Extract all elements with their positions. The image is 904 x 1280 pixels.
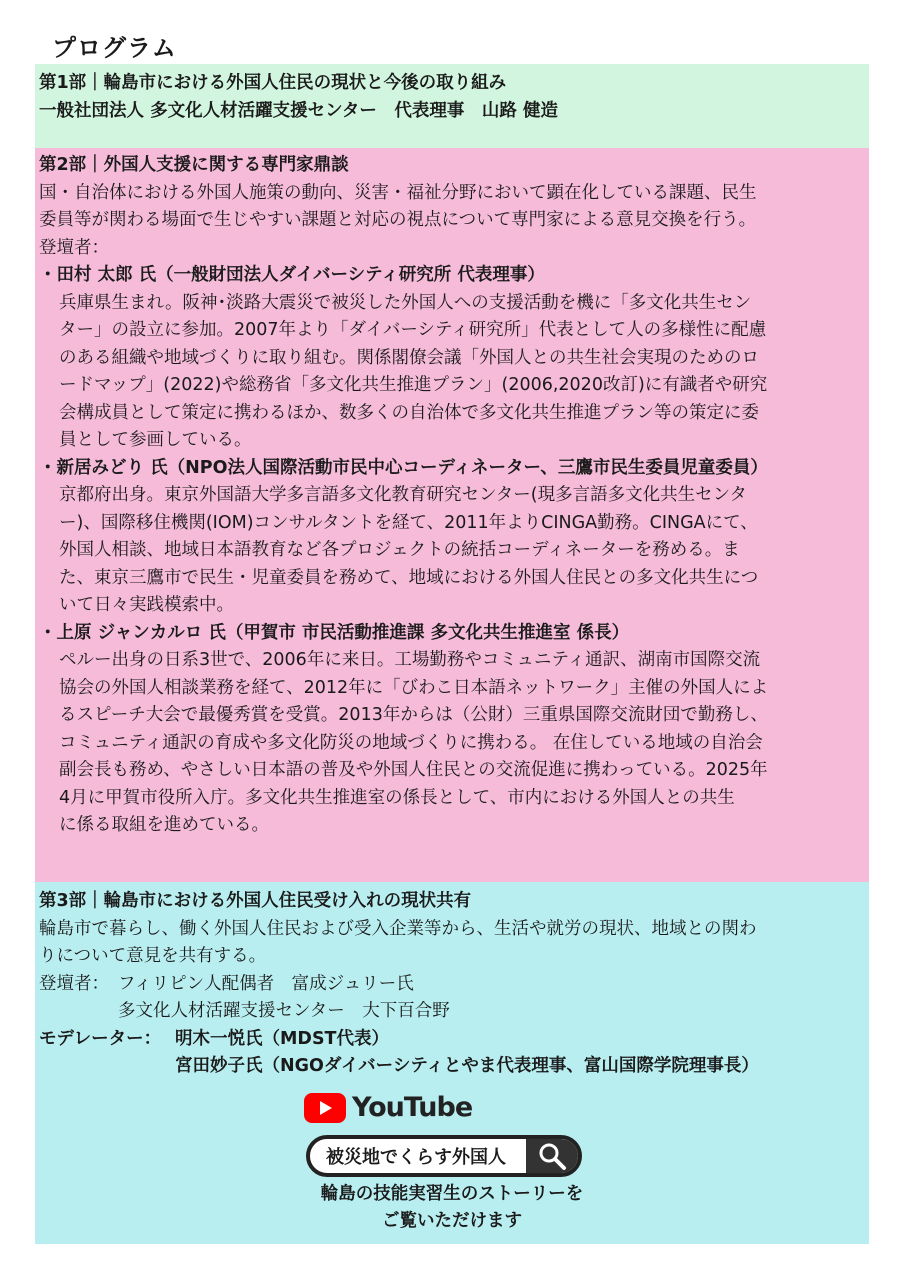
part3-heading: 第3部｜輪島市における外国人住民受け入れの現状共有 — [39, 891, 472, 911]
youtube-logo[interactable] — [304, 1092, 472, 1123]
part3-panel-label: 登壇者： — [39, 973, 109, 994]
panelist-bio-line: た、東京三鷹市で民生・児童委員を務めて、地域における外国人住民との多文化共生につ — [59, 567, 759, 588]
panelist-bio-line: 副会長も務め、やさしい日本語の普及や外国人住民との交流促進に携わっている。2025年 — [59, 760, 768, 780]
part2-section — [35, 148, 869, 882]
panelist-bio-line: 兵庫県生まれ。阪神･淡路大震災で被災した外国人への支援活動を機に「多文化共生セン — [59, 292, 752, 313]
panelist-bio-line: 4月に甲賀市役所入庁。多文化共生推進室の係長として、市内における外国人との共生 — [59, 787, 735, 808]
part2-desc-line: 委員等が関わる場面で生じやすい課題と対応の視点について専門家による意見交換を行う。 — [39, 210, 757, 230]
youtube-caption-line: ご覧いただけます — [382, 1211, 522, 1231]
part3-moderator-label: モデレーター： — [39, 1028, 162, 1049]
panelist-bio-line: 会構成員として策定に携わるほか、数多くの自治体で多文化共生推進プラン等の策定に委 — [59, 402, 759, 423]
panelist-bio-line: ードマップ」(2022)や総務省「多文化共生推進プラン」(2006,2020改訂)に有識者や研究 — [59, 375, 768, 395]
part3-moderator-row — [39, 1026, 865, 1054]
panelist-bio-line: 員として参画している。 — [59, 430, 252, 450]
part3-desc-line: 輪島市で暮らし、働く外国人住民および受入企業等から、生活や就労の現状、地域との関わ — [39, 918, 757, 939]
part1-section — [35, 64, 869, 148]
youtube-play-icon — [304, 1093, 346, 1123]
youtube-caption-line: 輪島の技能実習生のストーリーを — [320, 1184, 584, 1204]
youtube-search-text: 被災地でくらす外国人 — [326, 1147, 506, 1168]
panelist-name: ・田村 太郎 氏（一般財団法人ダイバーシティ研究所 代表理事） — [39, 265, 545, 285]
part2-heading: 第2部｜外国人支援に関する専門家鼎談 — [39, 155, 349, 175]
panelist-bio-line: 京都府出身。東京外国語大学多言語多文化教育研究センター(現多言語多文化共生センタ — [59, 485, 747, 505]
youtube-search-box[interactable] — [306, 1135, 582, 1177]
panelist-bio-line: ペルー出身の日系3世で、2006年に来日。工場勤務やコミュニティ通訳、湖南市国際交流 — [59, 650, 761, 670]
part3-moderator: 明木一悦氏（MDST代表） — [175, 1028, 389, 1049]
panelist-bio-line: のある組織や地域づくりに取り組む。関係閣僚会議「外国人との共生社会実現のためのロ — [59, 347, 759, 368]
panelist-bio-line: コミュニティ通訳の育成や多文化防災の地域づくりに携わる。 在住している地域の自治会 — [59, 732, 763, 753]
panelist-bio-line: ター」の設立に参加。2007年より「ダイバーシティ研究所」代表として人の多様性に配慮 — [59, 320, 767, 340]
part1-heading: 第1部｜輪島市における外国人住民の現状と今後の取り組み — [39, 73, 507, 93]
part3-panel-row — [39, 971, 865, 999]
part3-moderator: 宮田妙子氏（NGOダイバーシティとやま代表理事、富山国際学院理事長） — [175, 1056, 759, 1076]
youtube-logo-text: YouTube — [352, 1092, 473, 1123]
panelist-bio-line: ー)、国際移住機関(IOM)コンサルタントを経て、2011年よりCINGA勤務。CINGAにて、 — [59, 512, 758, 533]
panelist-name: ・上原 ジャンカルロ 氏（甲賀市 市民活動推進課 多文化共生推進室 係長） — [39, 622, 630, 643]
part3-moderator-row — [39, 1053, 865, 1081]
search-icon — [537, 1141, 567, 1171]
part3-desc-line: りについて意見を共有する。 — [39, 946, 267, 966]
panelist-bio-line: 外国人相談、地域日本語教育など各プロジェクトの統括コーディネーターを務める。ま — [59, 540, 740, 560]
part3-panelist: フィリピン人配偶者 富成ジュリー氏 — [118, 973, 414, 994]
part3-panelist: 多文化人材活躍支援センター 大下百合野 — [118, 1001, 450, 1021]
search-button[interactable] — [526, 1139, 578, 1173]
part1-speaker: 一般社団法人 多文化人材活躍支援センター 代表理事 山路 健造 — [39, 100, 558, 121]
panelist-bio-line: いて日々実践模索中。 — [59, 595, 234, 615]
page-title: プログラム — [52, 34, 177, 62]
part2-panel-label: 登壇者： — [39, 237, 109, 258]
panelist-bio-line: に係る取組を進めている。 — [59, 815, 269, 835]
part3-panel-row — [39, 998, 865, 1026]
part2-desc-line: 国・自治体における外国人施策の動向、災害・福祉分野において顕在化している課題、民生 — [39, 182, 757, 203]
panelist-name: ・新居みどり 氏（NPO法人国際活動市民中心コーディネーター、三鷹市民生委員児童委員） — [39, 457, 768, 478]
panelist-bio-line: 協会の外国人相談業務を経て、2012年に「びわこ日本語ネットワーク」主催の外国人によ — [59, 677, 769, 698]
panelist-bio-line: るスピーチ大会で最優秀賞を受賞。2013年からは（公財）三重県国際交流財団で勤務し、 — [59, 705, 768, 725]
